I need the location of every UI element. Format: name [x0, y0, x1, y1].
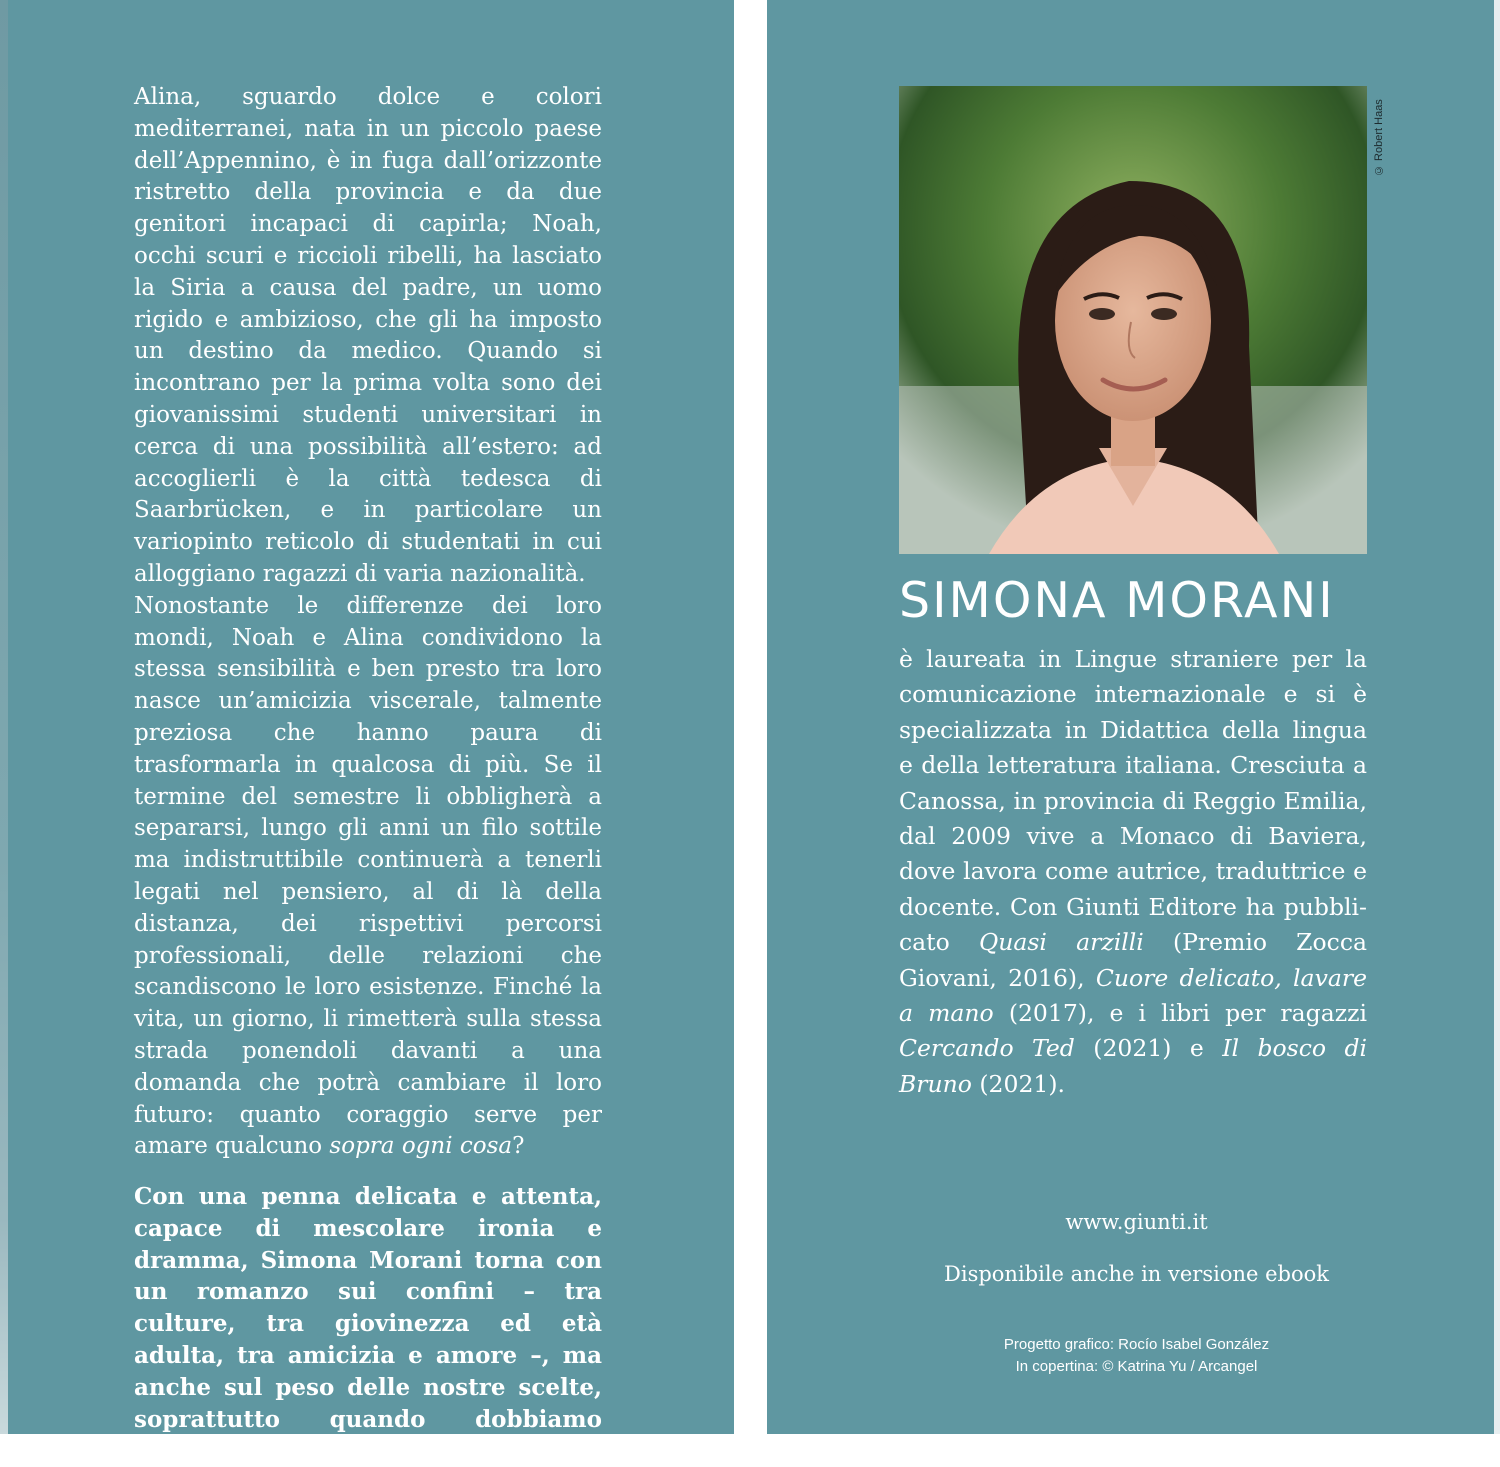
book-title: Cercando Ted	[899, 1034, 1075, 1063]
author-photo	[899, 86, 1367, 554]
synopsis	[134, 82, 602, 1467]
synopsis-paragraph-2: Nonostante le differenze dei loro mondi, Noah e Alina condividono la stessa sensibilità e ben presto tra loro nasce un’amicizia viscerale, talmente preziosa che hanno paura di trasformarla in qualcosa di più. Se il termine del semestre li obbligherà a separarsi, lungo gli anni un filo sottile ma indistruttibile continuerà a tenerli legati nel pensiero, al di là della distanza, dei rispettivi percorsi professionali, delle relazioni che scandiscono le loro esistenze. Finché la vita, un giorno, li rimetterà sulla stessa strada ponendoli davanti a una domanda che potrà cambiare il loro futuro: quanto coraggio serve per amare qualcuno sopra ogni cosa?	[134, 592, 602, 1160]
design-credits	[899, 1334, 1374, 1378]
cover-credit: In copertina: © Katrina Yu / Arcangel	[1015, 1358, 1258, 1375]
front-flap	[8, 0, 734, 1465]
back-flap	[767, 0, 1494, 1434]
book-title: Quasi arzilli	[978, 928, 1144, 957]
synopsis-emphasis: sopra ogni cosa	[329, 1133, 513, 1160]
photo-credit: © Robert Haas	[1373, 99, 1385, 176]
synopsis-paragraph-bold: Con una penna delicata e attenta, capace di mescolare ironia e dramma, Simona Morani torna con un romanzo sui confini – tra culture, tra giovinezza ed età adulta, tra amicizia e amore –, ma anche sul peso delle nostre scelte, soprattutto quando dobbiamo decidere qual è la nostra vera casa.	[134, 1183, 602, 1465]
author-portrait-illustration	[899, 86, 1367, 554]
ebook-note: Disponibile anche in versione ebook	[944, 1262, 1329, 1286]
design-credit: Progetto grafico: Rocío Isabel González	[1003, 1336, 1270, 1353]
left-edge-strip	[0, 0, 8, 1434]
author-bio: è laureata in Lingue straniere per la comunicazione internazionale e si è specializzata in Didattica della lingua e della letteratura italiana. Cresciuta a Canossa, in provincia di Reggio Emilia, dal 2009 vive a Monaco di Baviera, dove lavora come autrice, traduttrice e docente. Con Giunti Editore ha pubblicato Quasi arzilli (Premio Zocca Giovani, 2016), Cuore delicato, lavare a mano (2017), e i libri per ragazzi Cercando Ted (2021) e Il bosco di Bruno (2021).	[899, 645, 1368, 1098]
synopsis-paragraph-1: Alina, sguardo dolce e colori mediterranei, nata in un piccolo paese dell’Appennino, è in fuga dall’orizzonte ristretto della provincia e da due genitori incapaci di capirla; Noah, occhi scuri e riccioli ribelli, ha lasciato la Siria a causa del padre, un uomo rigido e ambizioso, che gli ha imposto un destino da medico. Quando si incontrano per la prima volta sono dei giovanissimi studenti universitari in cerca di una possibilità all’estero: ad accoglierli è la città tedesca di Saarbrücken, e in particolare un variopinto reticolo di studentati in cui alloggiano ragazzi di varia nazionalità.	[134, 84, 602, 587]
right-edge-strip	[1494, 0, 1500, 1434]
author-name: SIMONA MORANI	[899, 572, 1335, 629]
book-title: Il bosco di Bruno	[899, 1034, 1368, 1098]
publisher-website: www.giunti.it	[1065, 1210, 1208, 1234]
book-title: Cuore delicato, lavare a mano	[899, 963, 1367, 1028]
